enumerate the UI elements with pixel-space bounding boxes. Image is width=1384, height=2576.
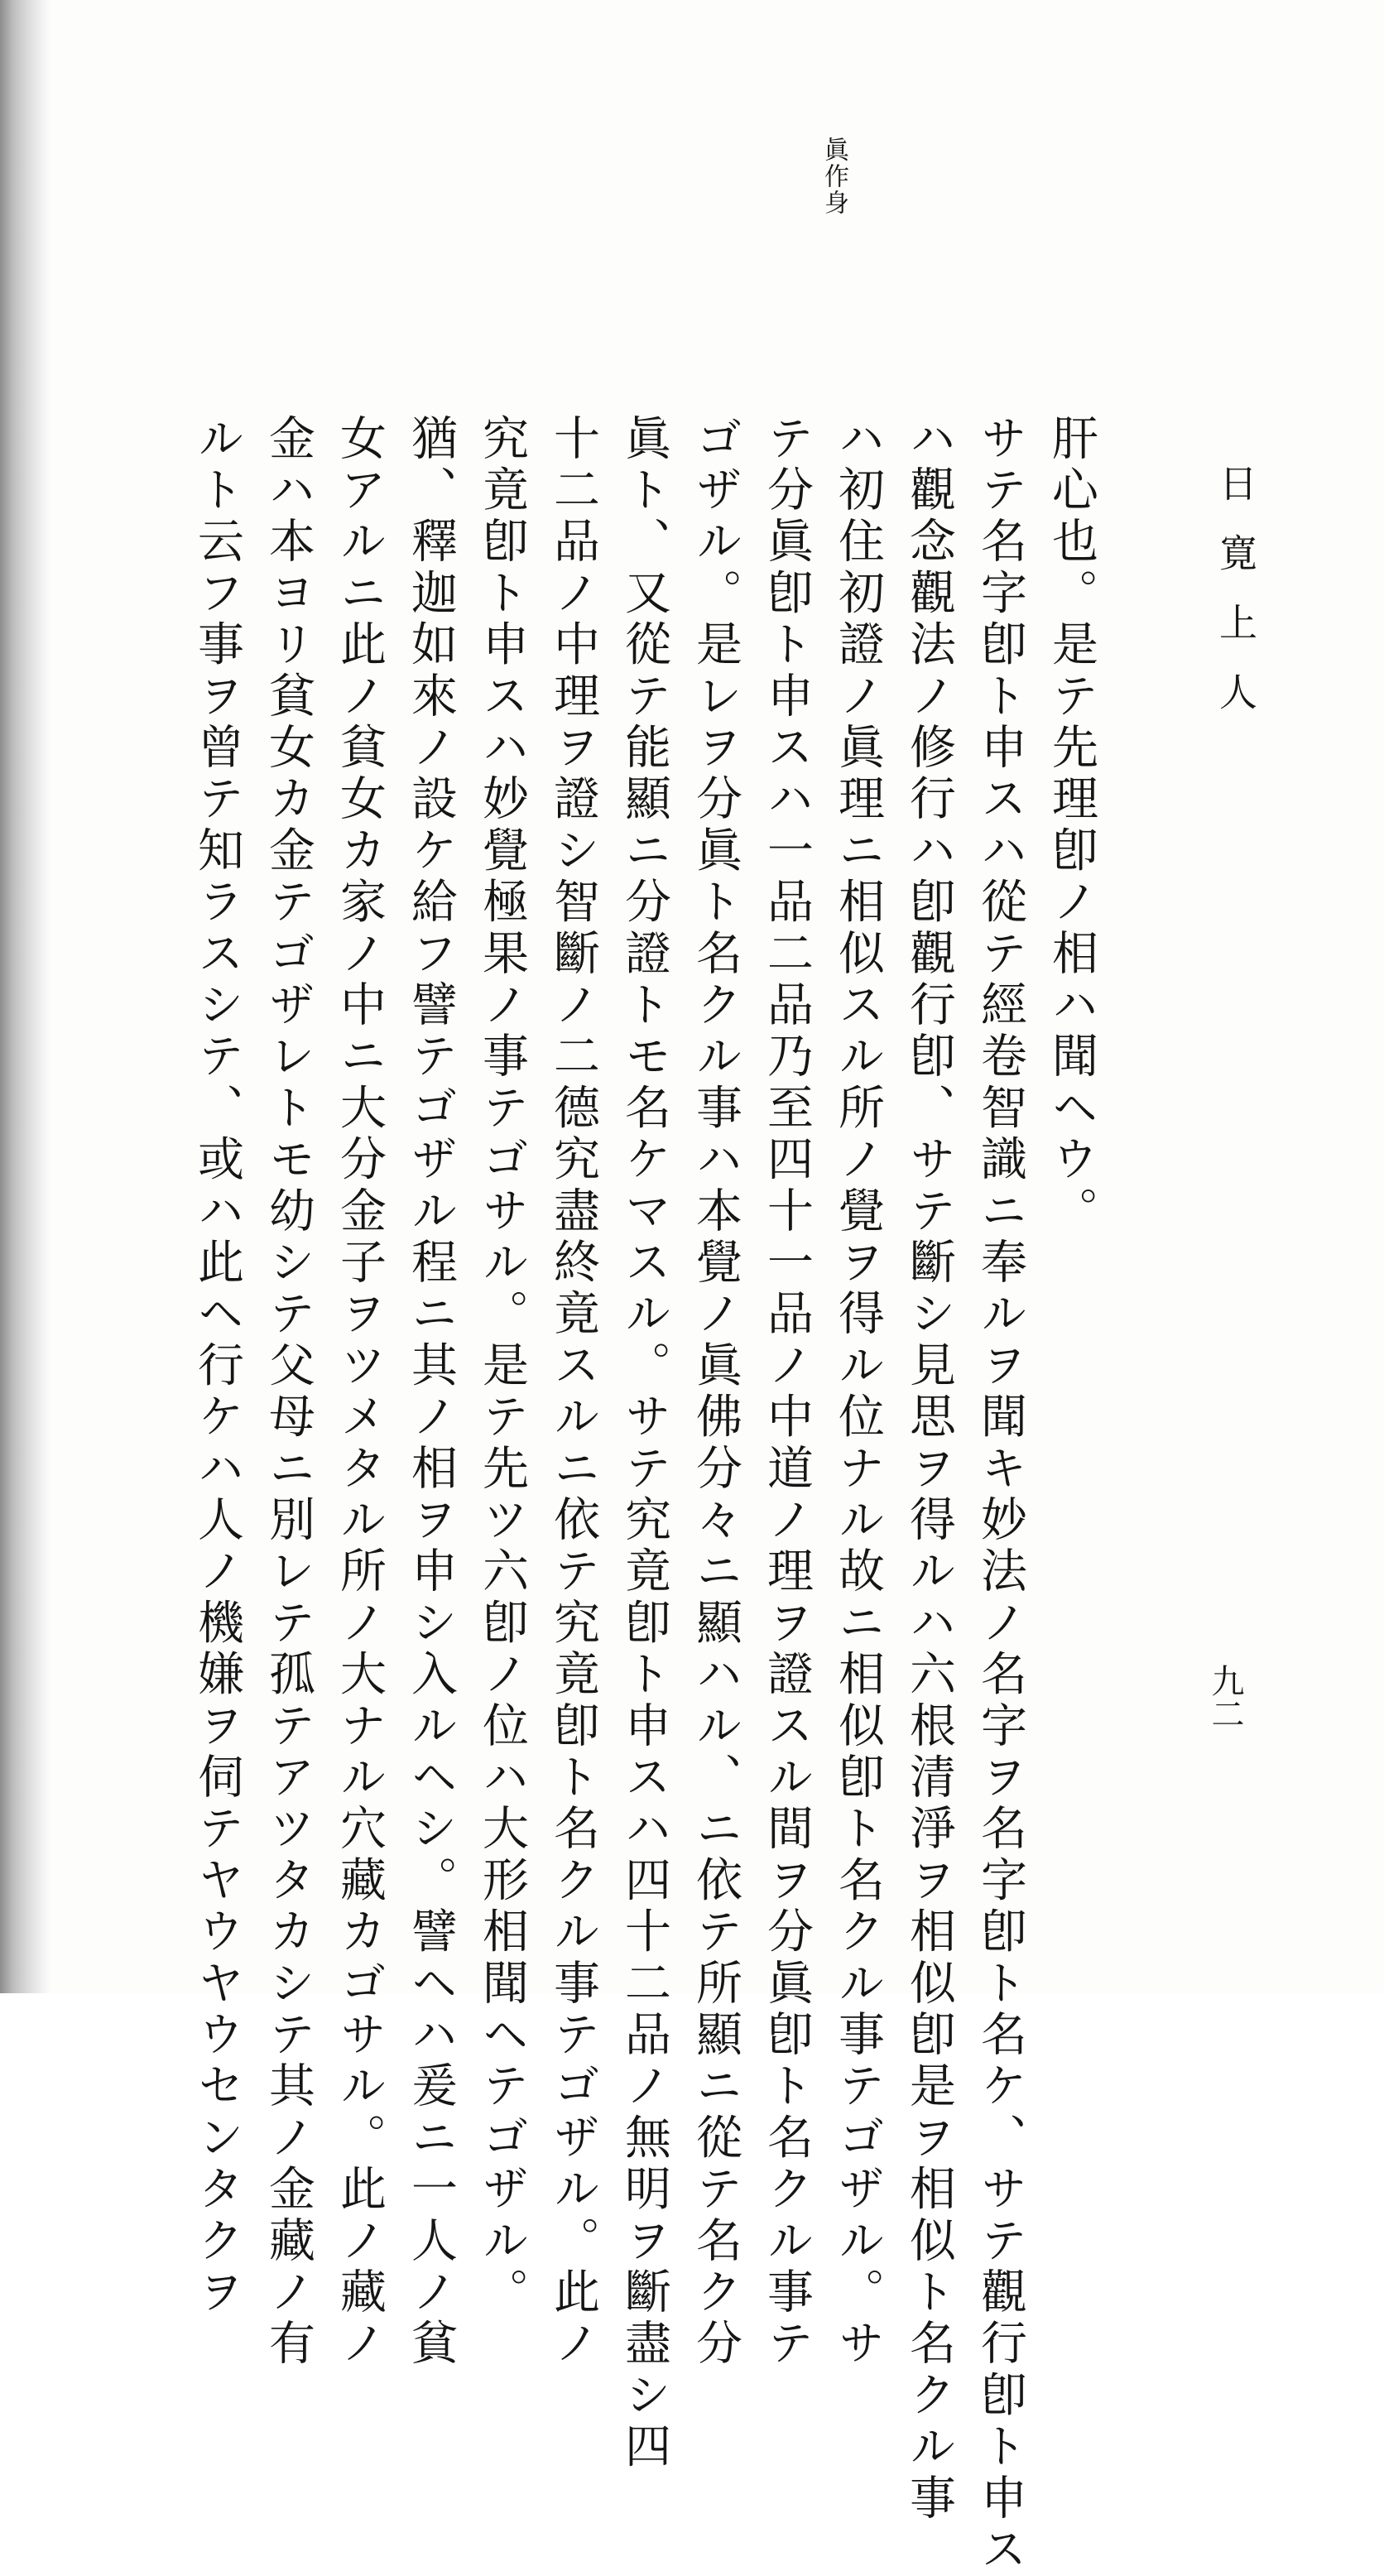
text-column: 金ハ本ヨリ貧女カ金テゴザレトモ幼シテ父母ニ別レテ孤テアツタカシテ其ノ金藏ノ有: [262, 414, 315, 2371]
text-column: サテ名字卽ト申スハ從テ經卷智識ニ奉ルヲ聞キ妙法ノ名字ヲ名字卽ト名ケ、サテ觀行卽ト申ス: [973, 414, 1027, 2576]
text-column: ハ觀念觀法ノ修行ハ卽觀行卽、サテ斷シ見思ヲ得ルハ六根清淨ヲ相似卽是ヲ相似ト名クル事: [902, 414, 956, 2526]
running-head: 日寛上人: [1213, 464, 1258, 742]
text-column: 猶、釋迦如來ノ設ケ給フ譬テゴザル程ニ其ノ相ヲ申シ入ルヘシ。譬ヘハ爰ニ一人ノ貧: [404, 414, 458, 2371]
book-gutter-shadow: [0, 0, 51, 1993]
text-column: ハ初住初證ノ眞理ニ相似スル所ノ覺ヲ得ル位ナル故ニ相似卽ト名クル事テゴザル。サ: [831, 414, 885, 2371]
text-column: 眞ト、又從テ能顯ニ分證トモ名ケマスル。サテ究竟卽ト申スハ四十二品ノ無明ヲ斷盡シ四: [618, 414, 671, 2473]
text-column: 究竟卽ト申スハ妙覺極果ノ事テゴサル。是テ先ツ六卽ノ位ハ大形相聞ヘテゴザル。: [475, 414, 529, 2319]
text-column: テ分眞卽ト申スハ一品二品乃至四十一品ノ中道ノ理ヲ證スル間ヲ分眞卽ト名クル事テ: [760, 414, 814, 2371]
text-column: 十二品ノ中理ヲ證シ智斷ノ二德究盡終竟スルニ依テ究竟卽ト名クル事テゴザル。此ノ: [546, 414, 600, 2371]
text-column: ルト云フ事ヲ曾テ知ラスシテ、或ハ此ヘ行ケハ人ノ機嫌ヲ伺テヤウヤウセンタクヲ: [190, 414, 244, 2319]
text-column: ゴザル。是レヲ分眞ト名クル事ハ本覺ノ眞佛分々ニ顯ハル、ニ依テ所顯ニ從テ名ク分: [689, 414, 742, 2371]
text-column: 肝心也。是テ先理卽ノ相ハ聞ヘウ。: [1045, 414, 1098, 1238]
page-number: 九二: [1206, 1664, 1244, 1730]
text-column: 女アルニ此ノ貧女カ家ノ中ニ大分金子ヲツメタル所ノ大ナル穴藏カゴサル。此ノ藏ノ: [333, 414, 387, 2371]
side-note: 眞作身: [819, 137, 848, 216]
